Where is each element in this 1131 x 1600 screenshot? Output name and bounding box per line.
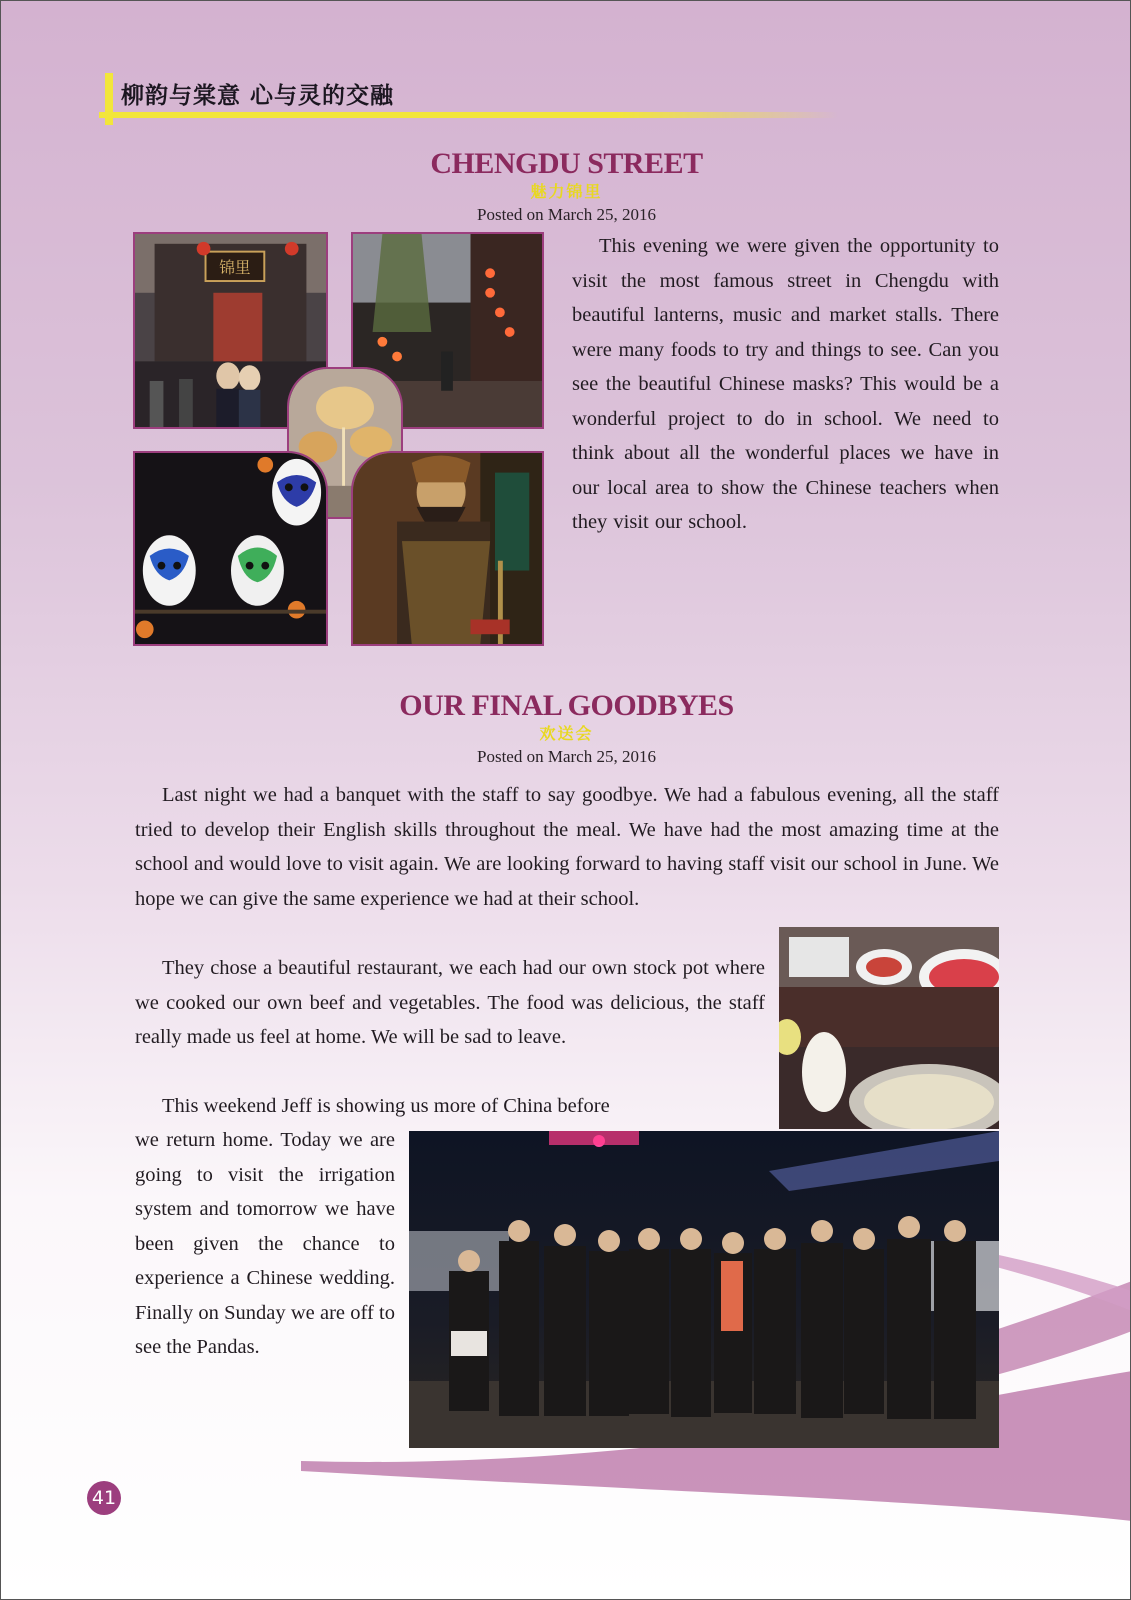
photo-group-farewell xyxy=(409,1131,999,1448)
article2-paragraph-3-first-line: This weekend Jeff is showing us more of China before xyxy=(162,1095,610,1117)
svg-text:锦里: 锦里 xyxy=(219,258,251,278)
article-subtitle-cn: 魅力锦里 xyxy=(530,182,603,201)
article1-body: This evening we were given the opportunity to visit the most famous street in Chengdu with beautiful lanterns, music and market stalls. There were many foods to try and things to see. Can you see the beautiful Chinese masks? This would be a wonderful project to do in school. We need to think about all the wonderful places we have in our local area to show the Chinese teachers when they visit our school. xyxy=(572,235,999,533)
photo-costumed-figure xyxy=(351,451,544,646)
header-underline xyxy=(99,112,839,118)
article-title-final-goodbyes: OUR FINAL GOODBYES xyxy=(399,689,734,722)
article-title-chengdu-street: CHENGDU STREET xyxy=(430,147,703,180)
photo-opera-masks xyxy=(133,451,328,646)
page-number: 41 xyxy=(87,1481,121,1515)
posted-date-2: Posted on March 25, 2016 xyxy=(477,747,656,766)
article2-subtitle-cn: 欢送会 xyxy=(539,724,594,743)
photo-hotpot-table xyxy=(779,927,999,1129)
article2-paragraph-3-rest: we return home. Today we are going to visit the irrigation system and tomorrow we have been given the chance to experience a Chinese wedding. Finally on Sunday we are off to see the Pandas. xyxy=(135,1129,395,1358)
posted-date: Posted on March 25, 2016 xyxy=(477,205,656,224)
article2-paragraph-2: They chose a beautiful restaurant, we each had our own stock pot where we cooked our own beef and vegetables. The food was delicious, the staff really made us feel at home. We will be sad to leave. xyxy=(135,957,765,1048)
running-header: 柳韵与棠意 心与灵的交融 xyxy=(121,83,395,109)
article2-paragraph-1: Last night we had a banquet with the staff to say goodbye. We had a fabulous evening, all the staff tried to develop their English skills throughout the meal. We have had the most amazing time at the school and would love to visit again. We are looking forward to having staff visit our school in June. We hope we can give the same experience we had at their school. xyxy=(135,784,999,910)
